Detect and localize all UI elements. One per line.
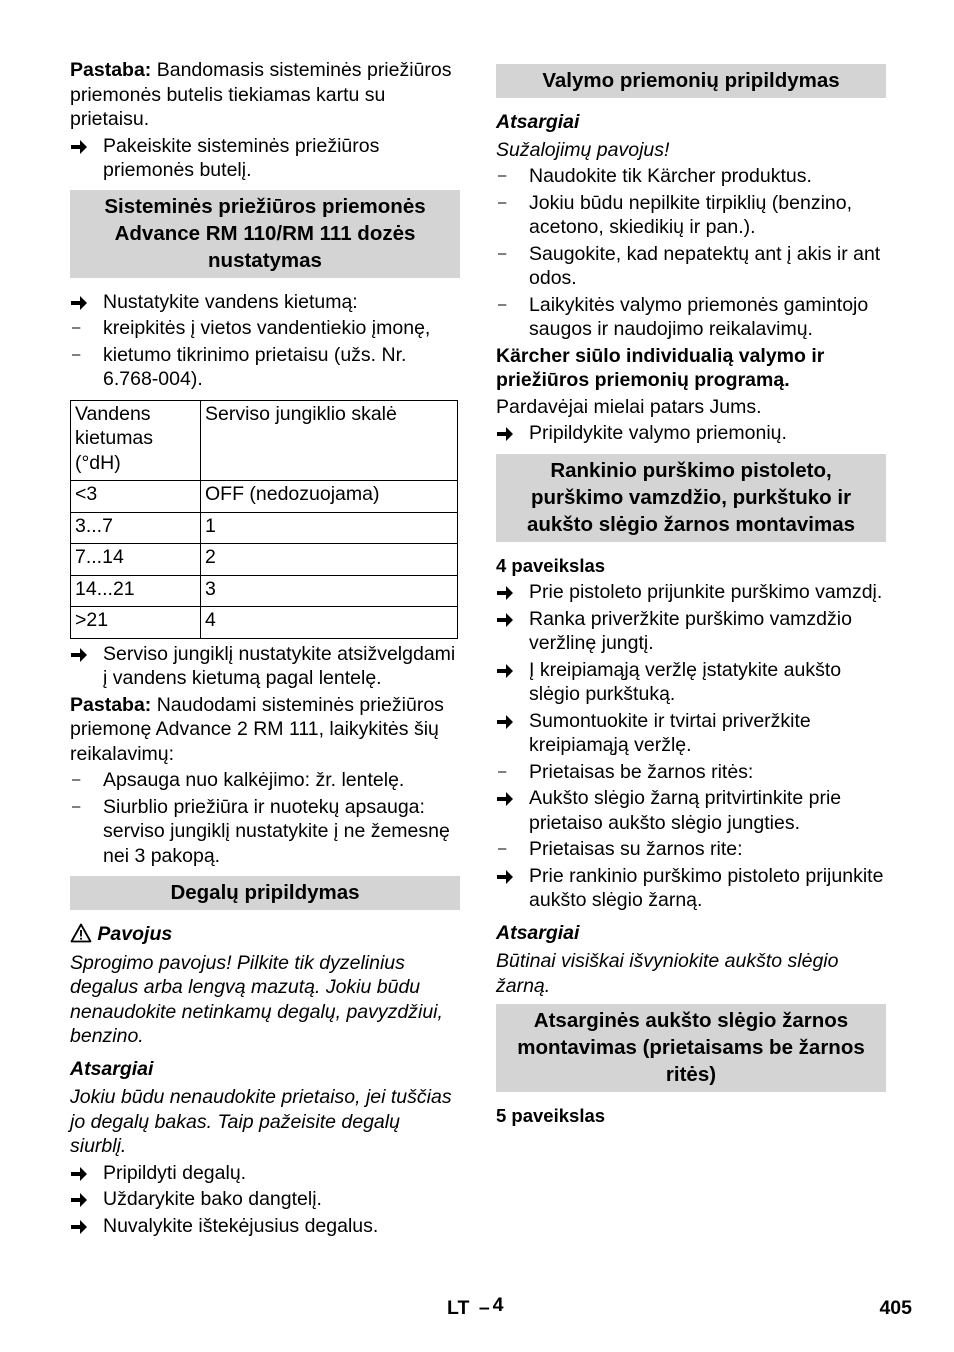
table-cell: OFF (nedozuojama): [201, 481, 458, 513]
dash-item: – Jokiu būdu nepilkite tirpiklių (benzino, acetono, skiedikių ir pan.).: [498, 191, 853, 238]
figure-reference: 4 paveikslas: [496, 554, 606, 576]
dash-item: – kreipkitės į vietos vandentiekio įmonę,: [72, 317, 431, 339]
water-hardness-table: [70, 400, 458, 639]
paragraph: Pardavėjai mielai patars Jums.: [496, 395, 762, 418]
dash-marker: –: [72, 345, 81, 363]
footer-language-section: LT – 4: [447, 1294, 504, 1319]
table-cell: 1: [201, 512, 458, 544]
caution-label: Atsargiai: [496, 921, 580, 944]
dash-item: – Apsauga nuo kalkėjimo: žr. lentelę.: [72, 769, 405, 791]
dash-item: – Prietaisas su žarnos rite:: [498, 838, 743, 860]
section-heading: Atsarginės aukšto slėgio žarnos montavimas (prietaisams be žarnos ritės): [496, 1004, 886, 1092]
caution-text: Jokiu būdu nenaudokite prietaiso, jei tuščias jo degalų bakas. Taip pažeisite degalų siurblį.: [70, 1086, 452, 1157]
step-item: Uždarykite bako dangtelį.: [70, 1187, 460, 1212]
warning-triangle-icon: [70, 923, 92, 945]
dash-marker: –: [498, 762, 507, 780]
step-item: Į kreipiamąją veržlę įstatykite aukšto slėgio purkštuką.: [496, 658, 886, 707]
section-heading: Sisteminės priežiūros priemonės Advance RM 110/RM 111 dozės nustatymas: [70, 190, 460, 278]
table-header-cell: Vandens kietumas (°dH): [71, 400, 201, 481]
dash-marker: –: [498, 295, 507, 313]
bold-paragraph: Kärcher siūlo individualią valymo ir priežiūros priemonių programą.: [496, 344, 825, 391]
table-cell: 3...7: [71, 512, 201, 544]
dash-item: – Saugokite, kad nepatektų ant į akis ir ant odos.: [498, 242, 881, 289]
arrow-right-icon: [70, 290, 94, 315]
dash-marker: –: [498, 193, 507, 211]
dash-marker: –: [498, 244, 507, 262]
arrow-right-icon: [70, 1214, 94, 1239]
table-cell: <3: [71, 481, 201, 513]
step-item: Pripildykite valymo priemonių.: [496, 421, 886, 446]
table-cell: 4: [201, 607, 458, 639]
table-cell: 3: [201, 575, 458, 607]
dash-item: – Siurblio priežiūra ir nuotekų apsauga: serviso jungiklį nustatykite į ne žemesnę nei 3 pakopą.: [72, 795, 450, 867]
note-2: Pastaba: Naudodami sisteminės priežiūros priemonę Advance 2 RM 111, laikykitės šių reikalavimų:: [70, 693, 444, 765]
arrow-right-icon: [496, 709, 520, 734]
step-item: Pakeiskite sisteminės priežiūros priemonės butelį.: [70, 134, 460, 183]
table-cell: 14...21: [71, 575, 201, 607]
arrow-right-icon: [496, 786, 520, 811]
dash-item: – Laikykitės valymo priemonės gamintojo saugos ir naudojimo reikalavimų.: [498, 293, 869, 340]
note-1: Pastaba: Bandomasis sisteminės priežiūros priemonės butelis tiekiamas kartu su prietaisu.: [70, 59, 452, 130]
caution-label: Atsargiai: [496, 111, 580, 133]
dash-item: – kietumo tikrinimo prietaisu (užs. Nr. 6.768-004).: [72, 343, 407, 390]
danger-label: Pavojus: [70, 922, 460, 947]
danger-text: Sprogimo pavojus! Pilkite tik dyzelinius degalus arba lengvą mazutą. Jokiu būdu nenaudokite netinkamų degalų, pavyzdžiui, benzino.: [70, 951, 443, 1047]
dash-marker: –: [498, 840, 507, 857]
dash-marker: –: [72, 797, 81, 815]
section-heading: Degalų pripildymas: [70, 876, 460, 910]
arrow-right-icon: [496, 580, 520, 605]
table-row: [71, 607, 458, 639]
step-item: Nustatykite vandens kietumą:: [70, 290, 460, 315]
step-item: Prie rankinio purškimo pistoleto prijunkite aukšto slėgio žarną.: [496, 864, 886, 913]
table-header-cell: Serviso jungiklio skalė: [201, 400, 458, 481]
right-column: [496, 58, 886, 1131]
dash-item: – Naudokite tik Kärcher produktus.: [498, 165, 812, 187]
table-row: [71, 575, 458, 607]
arrow-right-icon: [70, 642, 94, 667]
dash-marker: –: [498, 167, 507, 184]
table-cell: 7...14: [71, 544, 201, 576]
step-item: Ranka priveržkite purškimo vamzdžio veržlinę jungtį.: [496, 607, 886, 656]
page-number: 405: [879, 1297, 912, 1319]
section-heading: Valymo priemonių pripildymas: [496, 64, 886, 98]
arrow-right-icon: [496, 658, 520, 683]
arrow-right-icon: [70, 134, 94, 159]
table-cell: 2: [201, 544, 458, 576]
step-item: Serviso jungiklį nustatykite atsižvelgdami į vandens kietumą pagal lentelę.: [70, 642, 460, 691]
table-row: [71, 544, 458, 576]
step-item: Nuvalykite ištekėjusius degalus.: [70, 1214, 460, 1239]
step-item: Aukšto slėgio žarną pritvirtinkite prie prietaiso aukšto slėgio jungties.: [496, 786, 886, 835]
table-cell: >21: [71, 607, 201, 639]
dash-item: – Prietaisas be žarnos ritės:: [498, 760, 754, 783]
figure-reference: 5 paveikslas: [496, 1105, 606, 1126]
arrow-right-icon: [70, 1161, 94, 1186]
table-row: [71, 512, 458, 544]
dash-marker: –: [72, 319, 81, 336]
arrow-right-icon: [70, 1187, 94, 1212]
step-item: Prie pistoleto prijunkite purškimo vamzdį.: [496, 580, 886, 605]
left-column: [70, 58, 460, 1240]
table-row: [71, 481, 458, 513]
arrow-right-icon: [496, 421, 520, 446]
table-header-row: [71, 400, 458, 481]
step-item: Pripildyti degalų.: [70, 1161, 460, 1186]
caution-label: Atsargiai: [70, 1057, 154, 1080]
section-heading: Rankinio purškimo pistoleto, purškimo vamzdžio, purkštuko ir aukšto slėgio žarnos montavimas: [496, 454, 886, 542]
arrow-right-icon: [496, 864, 520, 889]
dash-marker: –: [72, 771, 81, 788]
caution-text: Sužalojimų pavojus!: [496, 138, 670, 161]
arrow-right-icon: [496, 607, 520, 632]
caution-text: Būtinai visiškai išvyniokite aukšto slėgio žarną.: [496, 950, 839, 997]
step-item: Sumontuokite ir tvirtai priveržkite kreipiamąją veržlę.: [496, 709, 886, 758]
